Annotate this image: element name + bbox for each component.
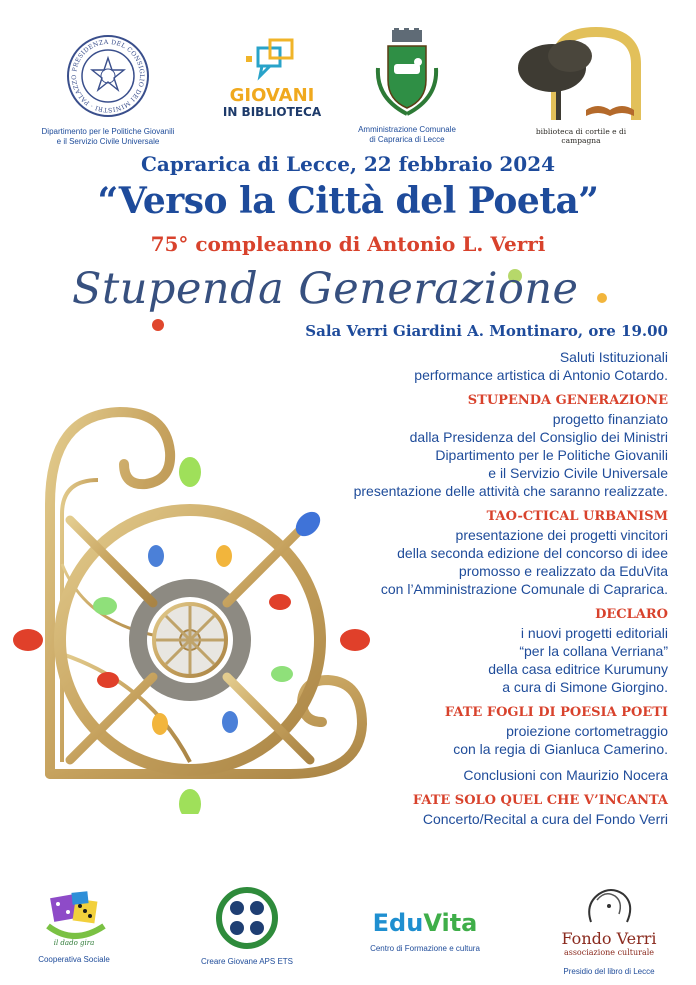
section-line: con la regia di Gianluca Camerino. [453, 741, 668, 757]
creare-giovane-icon [215, 886, 279, 952]
section-heading: FATE SOLO QUEL CHE V’INCANTA [412, 793, 668, 808]
presidenza-caption: Dipartimento per le Politiche Giovanili e il Servizio Civile Universale [41, 127, 175, 146]
section-line: della casa editrice Kurumuny [488, 661, 668, 677]
fondo-verri-tagline: associazione culturale [563, 948, 655, 957]
eduvita-wordmark-edu: Edu [372, 909, 424, 937]
section-heading: TAO-CTICAL URBANISM [486, 509, 668, 524]
presidenza-seal-text: PRESIDENZA DEL CONSIGLIO DEI MINISTRI · PALAZZO [70, 38, 146, 114]
section-heading: FATE FOGLI DI POESIA POETI [444, 705, 668, 720]
section-line: della seconda edizione del concorso di idee [397, 545, 668, 561]
intro-line: performance artistica di Antonio Cotardo. [414, 367, 668, 383]
logo-fondo-verri [544, 886, 674, 977]
program-section-fate-solo [228, 792, 668, 828]
section-line: e il Servizio Civile Universale [488, 465, 668, 481]
program [228, 348, 668, 836]
fondo-verri-caption: Presidio del libro di Lecce [563, 967, 655, 976]
intro-line: Saluti Istituzionali [559, 349, 668, 365]
program-section-stupenda-generazione [228, 392, 668, 500]
section-line: a cura di Simone Giorgino. [502, 679, 668, 695]
program-intro [228, 348, 668, 384]
footer-logos [0, 884, 696, 984]
section-line: Concerto/Recital a cura del Fondo Verri [422, 811, 668, 827]
section-line: progetto finanziato [552, 411, 668, 427]
dado-badge: il dado gira [53, 939, 95, 947]
creare-caption: Creare Giovane APS ETS [200, 957, 294, 966]
logo-eduvita [360, 908, 490, 954]
section-line: Dipartimento per le Politiche Giovanili [435, 447, 668, 463]
comune-caption: Amministrazione Comunale di Caprarica di Lecce [358, 125, 456, 144]
program-section-tao-ctical-urbanism [228, 508, 668, 598]
section-line: “per la collana Verriana” [519, 643, 668, 659]
eduvita-caption: Centro di Formazione e cultura [370, 944, 480, 953]
fondo-verri-face-icon [579, 886, 639, 926]
brand-wordmark: Stupenda Generazione [72, 264, 579, 314]
section-line: presentazione dei progetti vincitori [455, 527, 668, 543]
giovani-wordmark: GIOVANI [229, 85, 315, 106]
event-subtitle: 75° compleanno di Antonio L. Verri [150, 232, 546, 256]
event-title: “Verso la Città del Poeta” [97, 180, 599, 222]
eduvita-wordmark [360, 908, 490, 938]
dado-caption: Cooperativa Sociale [38, 955, 110, 964]
fondo-verri-wordmark: Fondo Verri [561, 929, 657, 948]
event-venue: Sala Verri Giardini A. Montinaro, ore 19.00 [305, 322, 668, 340]
section-line: i nuovi progetti editoriali [520, 625, 668, 641]
eduvita-wordmark-vita: Vita [423, 909, 478, 937]
section-line: promosso e realizzato da EduVita [458, 563, 668, 579]
logo-il-dado-gira [24, 888, 124, 965]
program-conclusion [228, 766, 668, 784]
section-line: presentazione delle attività che saranno realizzate. [353, 483, 668, 499]
in-biblioteca-wordmark: IN BIBLIOTECA [222, 105, 322, 119]
conclusion-line: Conclusioni con Maurizio Nocera [463, 767, 668, 783]
section-line: dalla Presidenza del Consiglio dei Ministri [409, 429, 668, 445]
event-date: Caprarica di Lecce, 22 febbraio 2024 [140, 152, 556, 176]
logo-creare-giovane [192, 886, 302, 967]
section-heading: STUPENDA GENERAZIONE [467, 393, 668, 408]
section-line: proiezione cortometraggio [506, 723, 668, 739]
biblioteca-caption: biblioteca di cortile e di campagna [535, 127, 627, 145]
program-section-declaro [228, 606, 668, 696]
section-line: con l’Amministrazione Comunale di Caprarica. [380, 581, 668, 597]
section-heading: DECLARO [595, 607, 668, 622]
program-section-fate-fogli [228, 704, 668, 758]
